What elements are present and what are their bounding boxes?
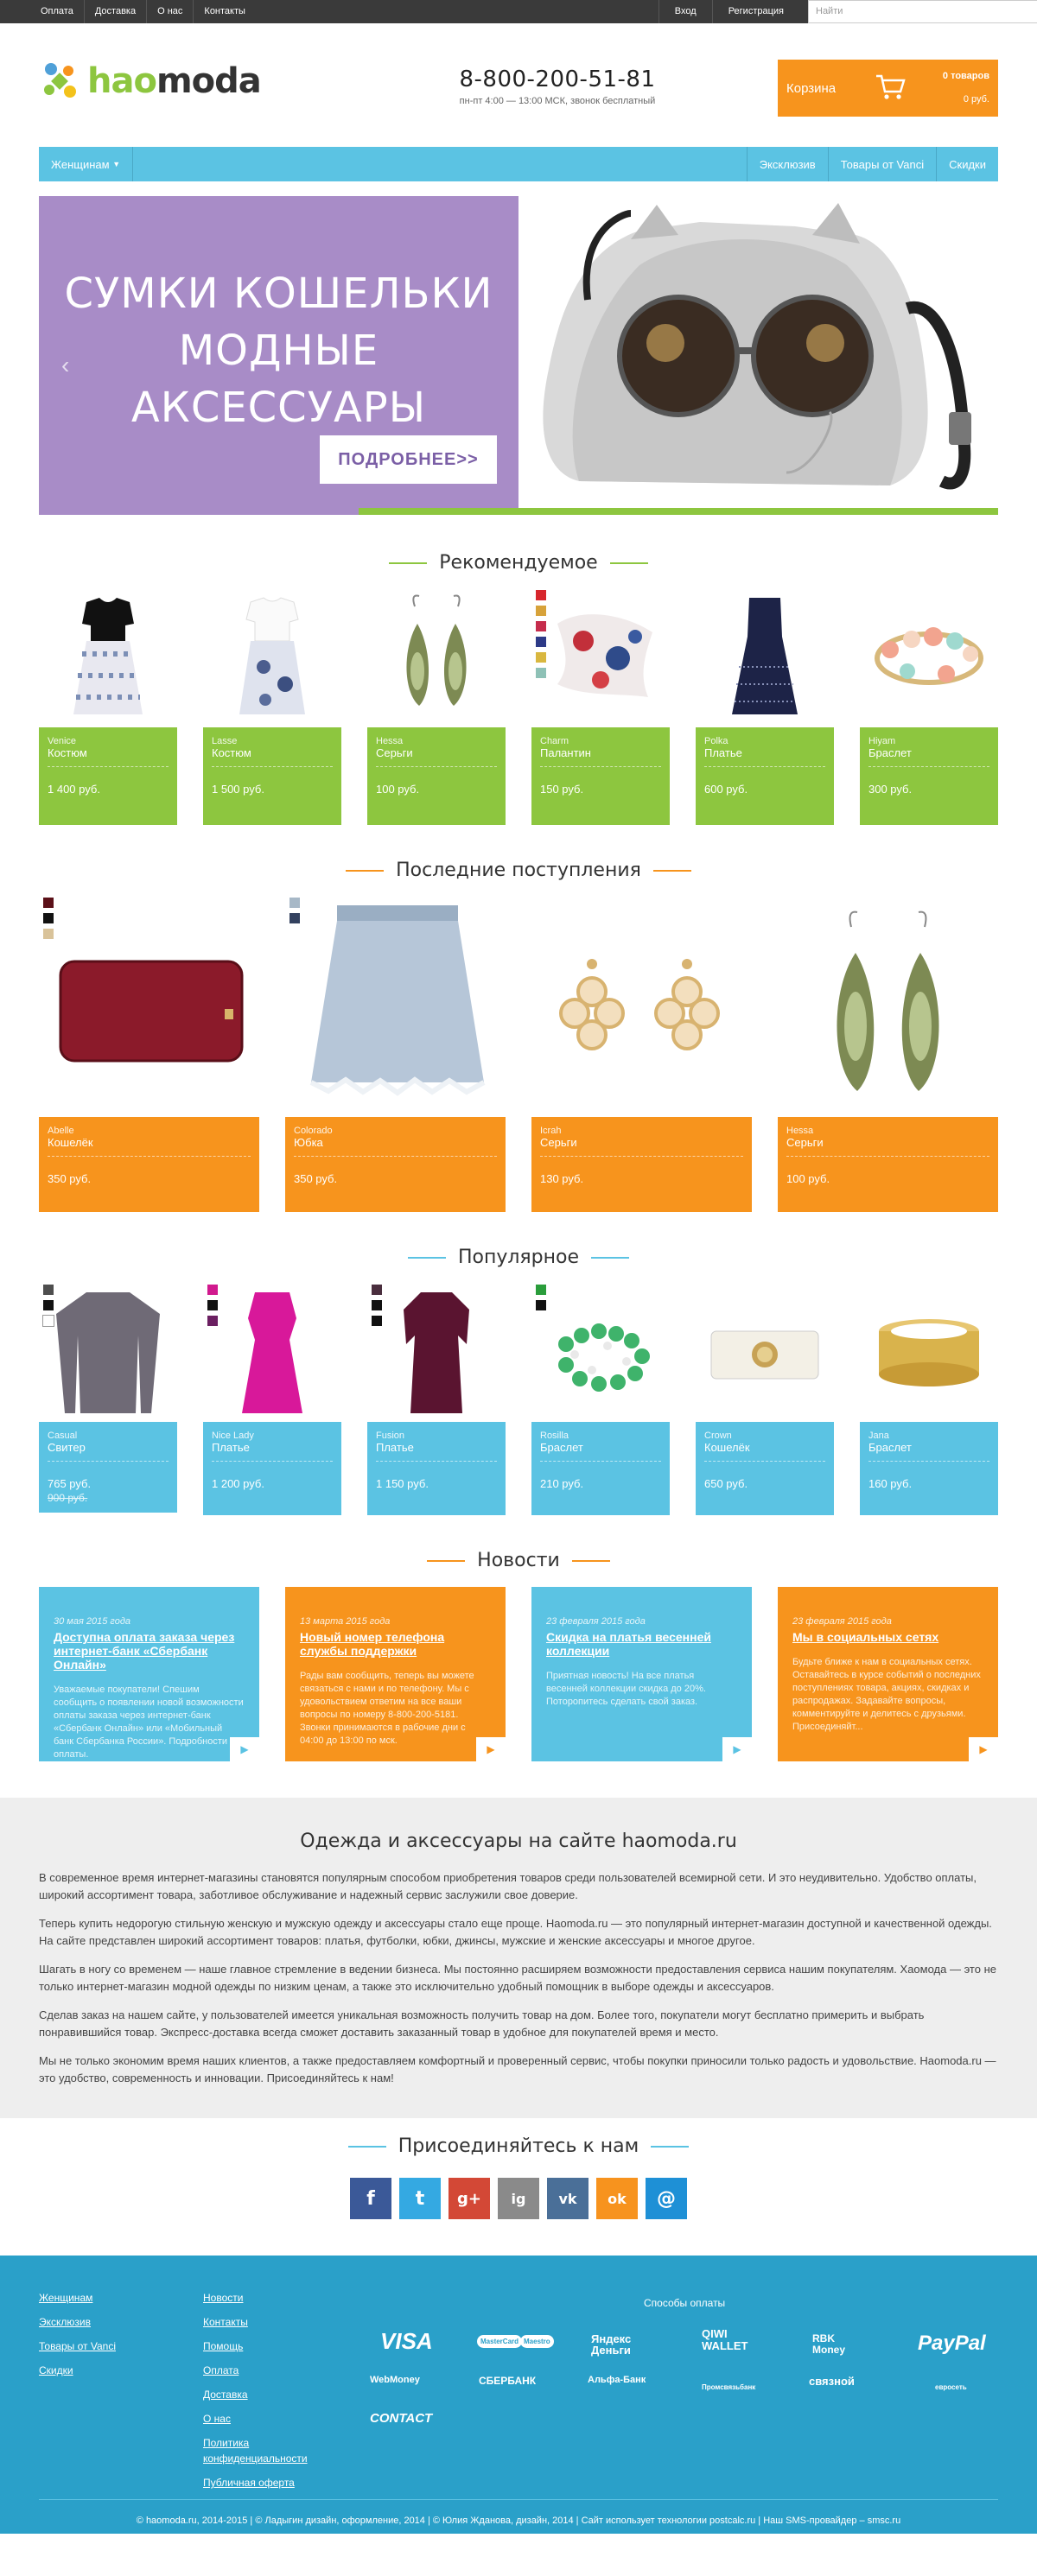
logo[interactable] (39, 60, 261, 102)
footer-link[interactable]: Доставка (203, 2389, 248, 2401)
news-arrow-button[interactable] (969, 1737, 998, 1761)
maestro-logo: Maestro (520, 2335, 554, 2348)
news-text: Будьте ближе к нам в социальных сетях. Оставайтесь в курсе событий о последних поступлениях товара, акциях, скидках и распродажах. Задавайте вопросы, комментируйте и делитесь с друзьями. Присоединяйт... (792, 1657, 981, 1732)
play-arrow-icon: ▶ (487, 1743, 495, 1755)
payment-methods-title: Способы оплаты (644, 2297, 726, 2309)
product-price: 210 руб. (540, 1477, 584, 1490)
product-card[interactable] (531, 1284, 670, 1515)
footer-link[interactable]: Публичная оферта (203, 2477, 295, 2489)
twitter-icon[interactable]: t (399, 2178, 441, 2219)
banner-progress-line (39, 508, 998, 515)
product-name[interactable]: Серьги (376, 746, 497, 767)
product-card[interactable] (203, 1284, 341, 1515)
product-image (39, 1284, 177, 1422)
color-swatches[interactable] (535, 589, 547, 682)
instagram-icon[interactable]: ig (498, 2178, 539, 2219)
product-image (39, 589, 177, 727)
product-brand: Casual (48, 1431, 78, 1441)
color-swatches[interactable] (535, 1284, 547, 1315)
top-link-contacts[interactable]: Контакты (204, 6, 245, 16)
new-items-row (39, 897, 998, 1212)
mastercard-logo: MasterCard (477, 2335, 522, 2348)
yandex-money-logo: Яндекс Деньги (591, 2332, 632, 2357)
product-card[interactable] (39, 897, 259, 1212)
facebook-icon[interactable]: f (350, 2178, 391, 2219)
product-card[interactable] (203, 589, 341, 825)
nav-exclusive[interactable]: Эксклюзив (747, 147, 828, 181)
footer-link[interactable]: Помощь (203, 2340, 244, 2352)
product-price: 300 руб. (868, 783, 913, 796)
product-card[interactable] (531, 589, 670, 825)
product-price: 130 руб. (540, 1172, 584, 1185)
product-image (367, 1284, 506, 1422)
product-brand: Polka (704, 736, 728, 746)
product-name[interactable]: Свитер (48, 1441, 169, 1462)
top-link-payment[interactable]: Оплата (39, 0, 85, 23)
product-image (203, 589, 341, 727)
phone-block (436, 67, 678, 106)
webmoney-logo: WebMoney (370, 2375, 420, 2385)
product-image (696, 589, 834, 727)
product-brand: Jana (868, 1431, 889, 1441)
mail-icon[interactable]: @ (646, 2178, 687, 2219)
vk-icon[interactable]: vk (547, 2178, 588, 2219)
footer-link[interactable]: Скидки (39, 2364, 73, 2376)
play-arrow-icon: ▶ (733, 1743, 741, 1755)
news-row (39, 1587, 998, 1761)
banner-more-button[interactable]: ПОДРОБНЕЕ>> (320, 435, 497, 484)
color-swatches[interactable] (42, 1284, 54, 1330)
news-arrow-button[interactable] (230, 1737, 259, 1761)
euroset-logo: евросеть (935, 2383, 967, 2391)
product-price: 100 руб. (376, 783, 420, 796)
play-arrow-icon: ▶ (240, 1743, 249, 1755)
seo-paragraph: В современное время интернет-магазины становятся популярным способом приобретения товаров среди пользователей всемирной сети. И это неудивительно. Удобство оплаты, широкий ассортимент товара, заботливое обслуживание и надежный сервис заслужили свое доверие. (39, 1871, 977, 1901)
slider-prev-icon[interactable]: ‹ (61, 352, 70, 378)
product-price: 350 руб. (48, 1172, 92, 1185)
color-swatches[interactable] (42, 897, 54, 943)
product-image (285, 897, 506, 1117)
social-block (39, 2118, 998, 2256)
product-price: 160 руб. (868, 1477, 913, 1490)
product-card[interactable] (860, 589, 998, 825)
product-brand: Rosilla (540, 1431, 569, 1441)
seo-paragraph: Теперь купить недорогую стильную женскую и мужскую одежду и аксессуары стало еще проще. Haomoda.ru — это популярный интернет-магазин доступной и качественной одежды. На сайте представлен широкий ассортимент товаров: платья, футболки, юбки, джинсы, мужские и женские аксессуары и многое другое. (39, 1917, 992, 1947)
seo-paragraph: Мы не только экономим время наших клиентов, а также предоставляем комфортный и проверенный сервис, чтобы покупки приносили только радость и удовольствие. Haomoda.ru — это удобство, современность и инновации. Присоединяйтесь к нам! (39, 2054, 996, 2084)
header (39, 23, 998, 147)
news-text: Приятная новость! На все платья весенней коллекции скидка до 20%. Поторопитесь сделать свой заказ. (546, 1671, 706, 1707)
product-brand: Lasse (212, 736, 238, 746)
product-image (531, 589, 670, 727)
product-brand: Abelle (48, 1126, 74, 1136)
popular-row (39, 1284, 998, 1515)
product-card[interactable] (696, 1284, 834, 1515)
banner-title: СУМКИ КОШЕЛЬКИ МОДНЫЕ АКСЕССУАРЫ (64, 270, 493, 432)
product-price: 150 руб. (540, 783, 584, 796)
qiwi-logo: QIWI WALLET (702, 2327, 748, 2352)
seo-title: Одежда и аксессуары на сайте haomoda.ru (300, 1830, 737, 1852)
news-date: 23 февраля 2015 года (546, 1616, 646, 1627)
seo-block (0, 1798, 1037, 2118)
product-card[interactable] (778, 897, 998, 1212)
product-name[interactable]: Серьги (540, 1136, 743, 1157)
odnoklassniki-icon[interactable]: ok (596, 2178, 638, 2219)
visa-logo: VISA (380, 2328, 433, 2354)
product-image (696, 1284, 834, 1422)
product-price: 765 руб. (48, 1477, 92, 1490)
top-link-about[interactable]: О нас (147, 0, 194, 23)
cart-icon (875, 73, 906, 104)
cart-label: Корзина (786, 81, 837, 96)
footer-col-info (203, 2290, 324, 2499)
color-swatches[interactable] (371, 1284, 383, 1330)
section-title-recommended: Рекомендуемое (39, 552, 998, 574)
product-price: 1 400 руб. (48, 783, 100, 796)
footer-link[interactable]: О нас (203, 2413, 231, 2425)
seo-paragraph: Шагать в ногу со временем — наше главное стремление в ведении бизнеса. Мы постоянно расширяем возможности предоставления сервиса нашим покупателям. Хаомода — это не только интернет-магазин модной одежды по низким ценам, а также это исключительно удобный помощник в выборе одежды и аксессуаров. (39, 1963, 996, 1993)
product-brand: Hiyam (868, 736, 896, 746)
top-links (39, 0, 256, 23)
contact-logo: CONTACT (370, 2411, 433, 2426)
google-plus-icon[interactable]: g+ (449, 2178, 490, 2219)
search-input[interactable]: Найти (808, 0, 1037, 23)
product-image (778, 897, 998, 1117)
product-name[interactable]: Серьги (786, 1136, 989, 1157)
product-price: 650 руб. (704, 1477, 748, 1490)
product-image (367, 589, 506, 727)
news-card[interactable] (39, 1587, 259, 1761)
promsvyazbank-logo: Промсвязьбанк (702, 2383, 756, 2391)
footer-link[interactable]: Новости (203, 2292, 244, 2304)
section-title-popular: Популярное (39, 1247, 998, 1268)
product-name[interactable]: Платье (212, 1441, 333, 1462)
product-brand: Venice (48, 736, 77, 746)
product-price: 600 руб. (704, 783, 748, 796)
product-brand: Nice Lady (212, 1431, 254, 1441)
product-card[interactable] (39, 1284, 177, 1515)
product-image (860, 1284, 998, 1422)
product-price: 1 500 руб. (212, 783, 264, 796)
product-name[interactable]: Кошелёк (48, 1136, 251, 1157)
product-card[interactable] (531, 897, 752, 1212)
play-arrow-icon: ▶ (979, 1743, 988, 1755)
footer-link[interactable]: Товары от Vanci (39, 2340, 116, 2352)
paypal-logo: PayPal (918, 2332, 986, 2355)
product-card[interactable] (860, 1284, 998, 1515)
recommended-row (39, 589, 998, 825)
product-name[interactable]: Браслет (868, 746, 989, 767)
news-date: 30 мая 2015 года (54, 1616, 131, 1627)
news-text: Уважаемые покупатели! Спешим сообщить о появлении новой возможности оплаты заказа через интернет-банк «Сбербанк Онлайн» или «Мобильный банк Сбербанка России». Подробности оплаты. (54, 1685, 244, 1760)
product-name[interactable]: Платье (704, 746, 825, 767)
logo-mark-icon (39, 60, 80, 102)
product-card[interactable] (39, 589, 177, 825)
nav-women[interactable]: Женщинам ▼ (39, 147, 133, 181)
cart-sum: 0 руб. (963, 94, 989, 105)
news-arrow-button[interactable] (476, 1737, 506, 1761)
footer-link[interactable]: Эксклюзив (39, 2316, 91, 2328)
news-title[interactable]: Мы в социальных сетях (792, 1630, 939, 1644)
register-link[interactable]: Регистрация (712, 0, 799, 23)
svyaznoy-logo: связной (809, 2375, 855, 2388)
product-name[interactable]: Костюм (212, 746, 333, 767)
product-image (39, 897, 259, 1117)
nav-vanci[interactable]: Товары от Vanci (828, 147, 936, 181)
product-price: 350 руб. (294, 1172, 338, 1185)
logo-text: haomoda (87, 61, 261, 101)
news-date: 23 февраля 2015 года (792, 1616, 892, 1627)
product-name[interactable]: Браслет (868, 1441, 989, 1462)
product-name[interactable]: Платье (376, 1441, 497, 1462)
product-brand: Crown (704, 1431, 732, 1441)
news-title[interactable]: Доступна оплата заказа через интернет-банк «Сбербанк Онлайн» (54, 1630, 235, 1672)
footer (0, 2256, 1037, 2534)
section-title-news: Новости (39, 1550, 998, 1571)
news-card[interactable] (285, 1587, 506, 1761)
news-date: 13 марта 2015 года (300, 1616, 391, 1627)
hero-banner[interactable] (39, 196, 998, 517)
product-name[interactable]: Палантин (540, 746, 661, 767)
product-brand: Hessa (376, 736, 404, 746)
news-title[interactable]: Новый номер телефона службы поддержки (300, 1630, 445, 1658)
login-link[interactable]: Вход (658, 0, 712, 23)
rbk-money-logo: RBK Money (812, 2332, 846, 2356)
sberbank-logo: СБЕРБАНК (479, 2375, 537, 2387)
product-name[interactable]: Браслет (540, 1441, 661, 1462)
footer-link[interactable]: Контакты (203, 2316, 248, 2328)
product-old-price: 900 руб. (48, 1492, 88, 1504)
slider-next-icon[interactable]: › (972, 352, 981, 378)
news-title[interactable]: Скидка на платья весенней коллекции (546, 1630, 711, 1658)
news-card[interactable] (531, 1587, 752, 1761)
product-name[interactable]: Костюм (48, 746, 169, 767)
copyright: © haomoda.ru, 2014-2015 | © Ладыгин дизайн, оформление, 2014 | © Юлия Жданова, дизайн, 2014 | Сайт использует технологии postcalc.ru | Наш SMS-провайдер – smsc.ru (39, 2499, 998, 2526)
cart-button[interactable] (778, 60, 998, 117)
product-brand: Colorado (294, 1126, 333, 1136)
product-brand: Hessa (786, 1126, 814, 1136)
color-swatches[interactable] (207, 1284, 219, 1330)
phone-number: 8-800-200-51-81 (459, 67, 656, 92)
product-brand: Icrah (540, 1126, 562, 1136)
top-link-delivery[interactable]: Доставка (85, 0, 147, 23)
top-bar (0, 0, 1037, 23)
product-image (531, 1284, 670, 1422)
footer-link[interactable]: Женщинам (39, 2292, 93, 2304)
alfabank-logo: Альфа-Банк (588, 2375, 646, 2385)
phone-hours: пн-пт 4:00 — 13:00 МСК, звонок бесплатный (459, 96, 656, 106)
product-image (531, 897, 752, 1117)
cart-count: 0 товаров (942, 71, 989, 81)
product-price: 1 200 руб. (212, 1477, 264, 1490)
product-card[interactable] (367, 589, 506, 825)
footer-col-catalog (39, 2290, 116, 2387)
product-image (203, 1284, 341, 1422)
product-image (860, 589, 998, 727)
main-nav (39, 147, 998, 181)
color-swatches[interactable] (289, 897, 301, 928)
banner-bag-image (527, 196, 998, 508)
seo-paragraph: Сделав заказ на нашем сайте, у пользователей имеется уникальная возможность получить товар на дом. Более того, покупатели могут бесплатно примерить и выбрать понравившийся товар. Экспресс-доставка всегда сможет доставить заказанный товар в удобное для покупателей время и место. (39, 2008, 925, 2039)
chevron-down-icon: ▼ (112, 160, 121, 168)
news-text: Рады вам сообщить, теперь вы можете связаться с нами и по телефону. Мы с удовольствием ответим на все ваши вопросы по номеру 8-800-200-5181. Звонки принимаются в рабочие дни с 04:00 до 13:00 по мск. (300, 1671, 474, 1746)
nav-sale[interactable]: Скидки (936, 147, 998, 181)
product-price: 1 150 руб. (376, 1477, 429, 1490)
product-brand: Charm (540, 736, 569, 746)
product-price: 100 руб. (786, 1172, 830, 1185)
footer-link[interactable]: Оплата (203, 2364, 239, 2376)
product-brand: Fusion (376, 1431, 405, 1441)
product-card[interactable] (285, 897, 506, 1212)
news-arrow-button[interactable] (722, 1737, 752, 1761)
product-card[interactable] (367, 1284, 506, 1515)
footer-link[interactable]: Политика конфиденциальности (203, 2437, 308, 2465)
product-name[interactable]: Юбка (294, 1136, 497, 1157)
product-name[interactable]: Кошелёк (704, 1441, 825, 1462)
product-card[interactable] (696, 589, 834, 825)
social-title: Присоединяйтесь к нам (39, 2135, 998, 2157)
news-card[interactable] (778, 1587, 998, 1761)
section-title-new: Последние поступления (39, 860, 998, 881)
